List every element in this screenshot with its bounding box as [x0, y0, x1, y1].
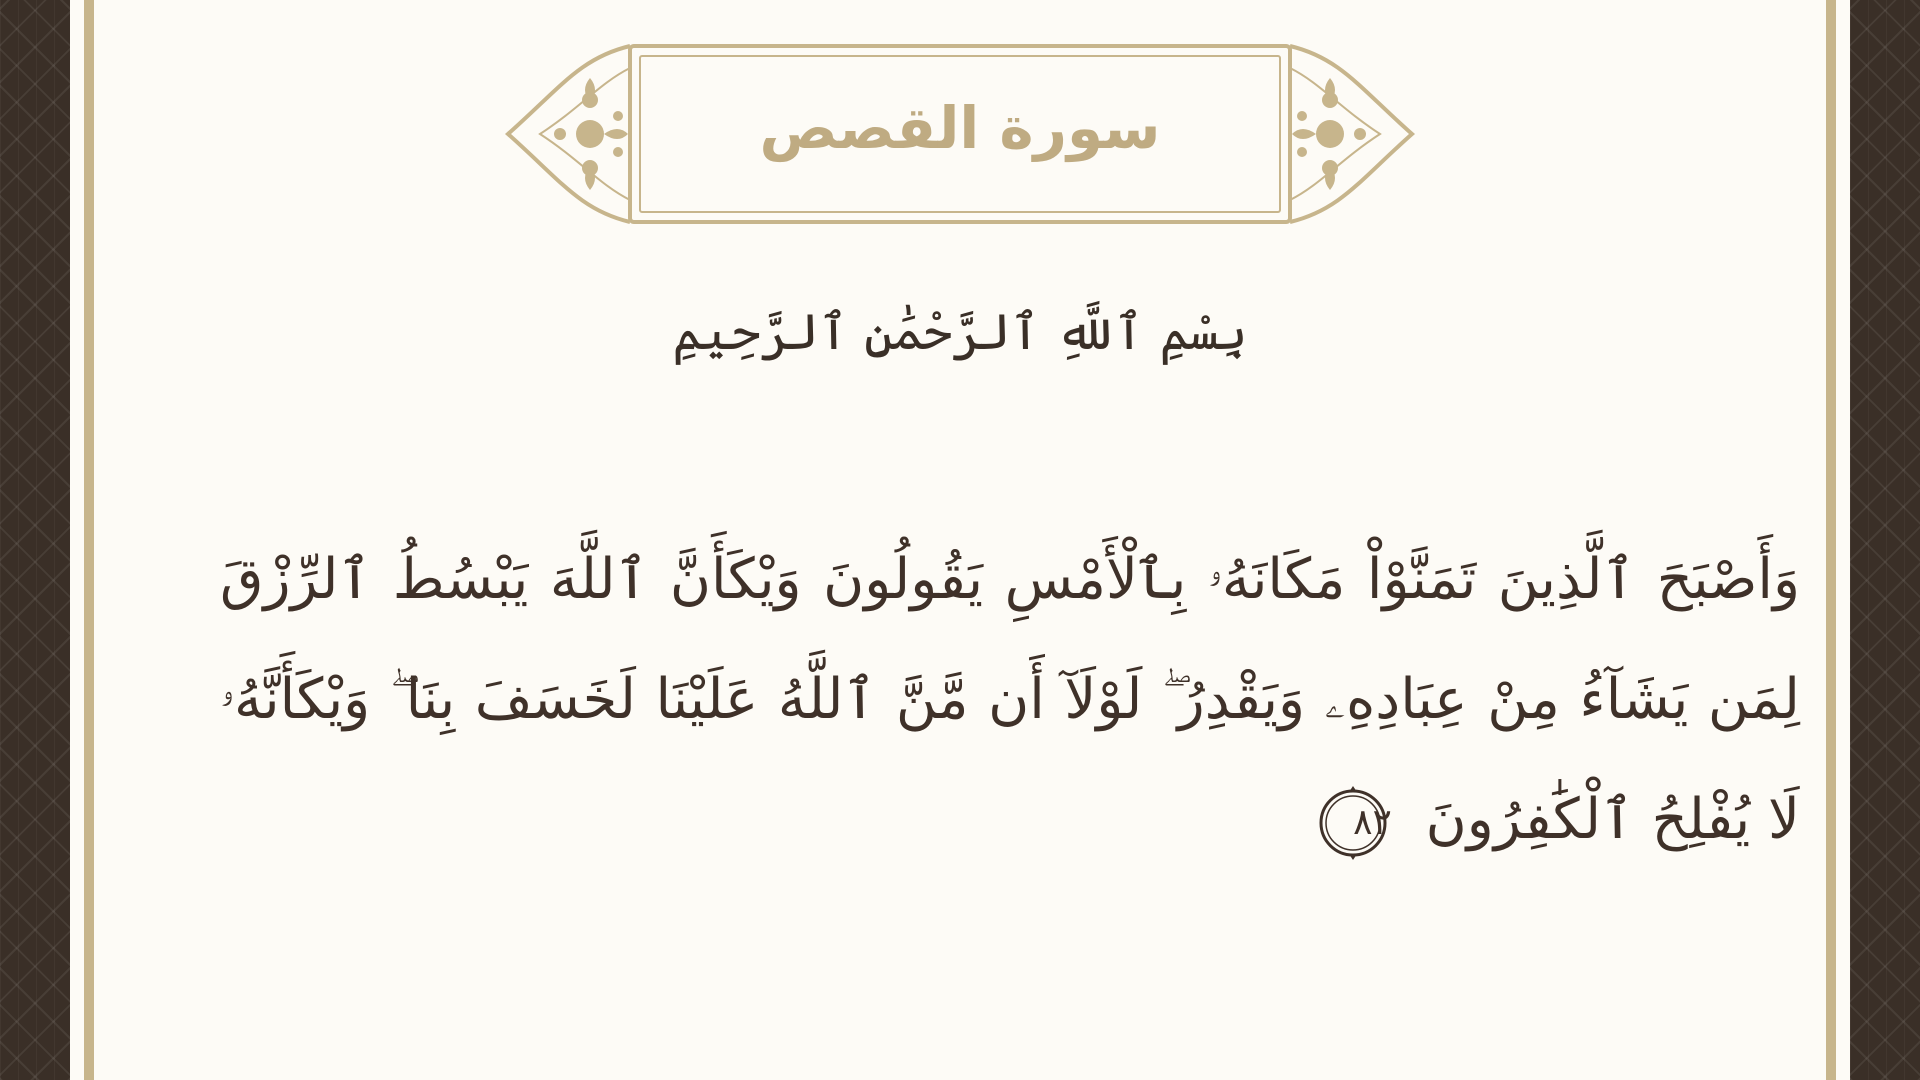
ayah-number: ٨٢ — [1353, 801, 1392, 843]
left-ornamental-border — [0, 0, 70, 1080]
ayah-number-marker — [1314, 784, 1392, 862]
basmala: بِسْمِ ٱللَّهِ ٱلرَّحْمَٰنِ ٱلرَّحِيمِ — [672, 303, 1248, 361]
surah-title: سورة القصص — [759, 94, 1161, 162]
verse-text: وَأَصْبَحَ ٱلَّذِينَ تَمَنَّوْاْ مَكَانَهُۥ بِٱلْأَمْسِ يَقُولُونَ وَيْكَأَنَّ ٱللَّهَ يَبْسُطُ ٱلرِّزْقَ لِمَن يَشَآءُ مِنْ عِبَادِهِۦ وَيَقْدِرُ ۖ لَوْلَآ أَن مَّنَّ ٱللَّهُ عَلَيْنَا لَخَسَفَ بِنَا ۖ وَيْكَأَنَّهُۥ لَا يُفْلِحُ ٱلْكَٰفِرُونَ — [220, 547, 1800, 852]
right-ornamental-border — [1850, 0, 1920, 1080]
right-gold-rule — [1826, 0, 1836, 1080]
left-gold-rule — [84, 0, 94, 1080]
verse-block — [220, 520, 1800, 880]
